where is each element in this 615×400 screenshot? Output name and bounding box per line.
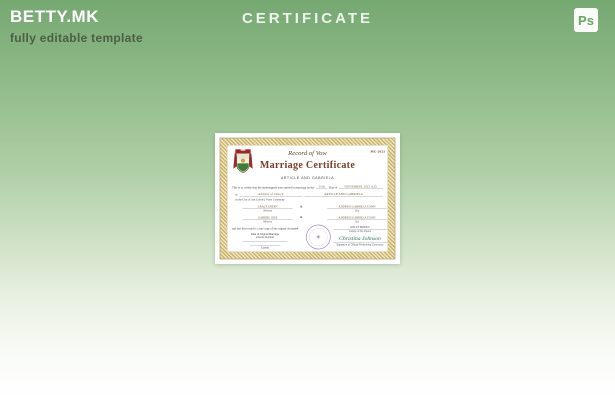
city-value: ADDRESS GABRIELA TOWN [327, 205, 386, 209]
officiant-title: Justice of the Peace [348, 229, 372, 233]
county-line [235, 198, 284, 201]
certificate-gold-border [220, 138, 396, 260]
witness-label: Witness [263, 209, 273, 213]
city-field [327, 205, 386, 213]
witness-label: Witness [263, 220, 273, 224]
witness-field [243, 215, 293, 223]
witness-value: GABRIEL JOSE [243, 215, 293, 219]
couple-names: ARTICLE AND GABRIELA [280, 176, 335, 181]
county-label: County [261, 246, 269, 250]
witness-value: GRACE GREEN [243, 205, 293, 209]
license-line [243, 239, 288, 242]
license-row-label: License Number [255, 235, 275, 239]
place-blank: Address of Church [239, 192, 302, 196]
signature-caption: Signature of Official Performing Ceremony [336, 243, 384, 247]
officiant-signature-block [333, 225, 386, 246]
officiant-name: KELLY BRYAN [333, 225, 386, 229]
certificate-paper [227, 145, 388, 252]
day-blank: 15th [316, 185, 327, 189]
certificate-title: Marriage Certificate [259, 159, 356, 171]
witness-field [243, 205, 293, 213]
ampersand: & [300, 204, 303, 209]
license-row-label: Date of Original Marriage [251, 232, 279, 236]
seal-star-icon: ✶ [308, 227, 329, 248]
signature-script: Christina Johnson [333, 235, 386, 243]
witness-row [227, 205, 387, 214]
county-line-text: in the City of San Gabriel, Vows Ceremony [235, 198, 285, 202]
city-value: ADDRESS GABRIELA TOWN [327, 215, 386, 219]
day-of-label: Day of [328, 185, 338, 190]
brand-logo: BETTY.MK [10, 7, 99, 26]
county-line-rule [250, 242, 280, 245]
photoshop-icon: Ps [574, 8, 598, 32]
names-blank: ARTICLE AND GABRIELA [304, 192, 383, 196]
city-label: City [354, 209, 360, 213]
notary-seal-icon [304, 223, 333, 252]
at-label: at [235, 193, 238, 197]
city-label: City [354, 220, 360, 224]
record-statement: and that this record is a true copy of the original document [232, 226, 299, 231]
date-blank: NOVEMBER 2023 A.D. [339, 185, 383, 189]
license-block [240, 233, 290, 249]
certificate-canvas [215, 133, 400, 264]
ampersand: & [300, 215, 303, 220]
template-subtitle: fully editable template [10, 31, 143, 45]
certificate-number: MC-2023 [370, 150, 386, 154]
city-field [327, 215, 386, 223]
certificate-preview[interactable] [215, 133, 400, 264]
place-line [235, 192, 383, 196]
record-of-vow-heading: Record of Vow [288, 149, 327, 157]
witness-row [227, 215, 387, 224]
certify-line-text: This is to certify that the undersigned were united in marriage on the [232, 185, 315, 190]
page-title: CERTIFICATE [241, 10, 374, 27]
certify-line [232, 185, 383, 189]
